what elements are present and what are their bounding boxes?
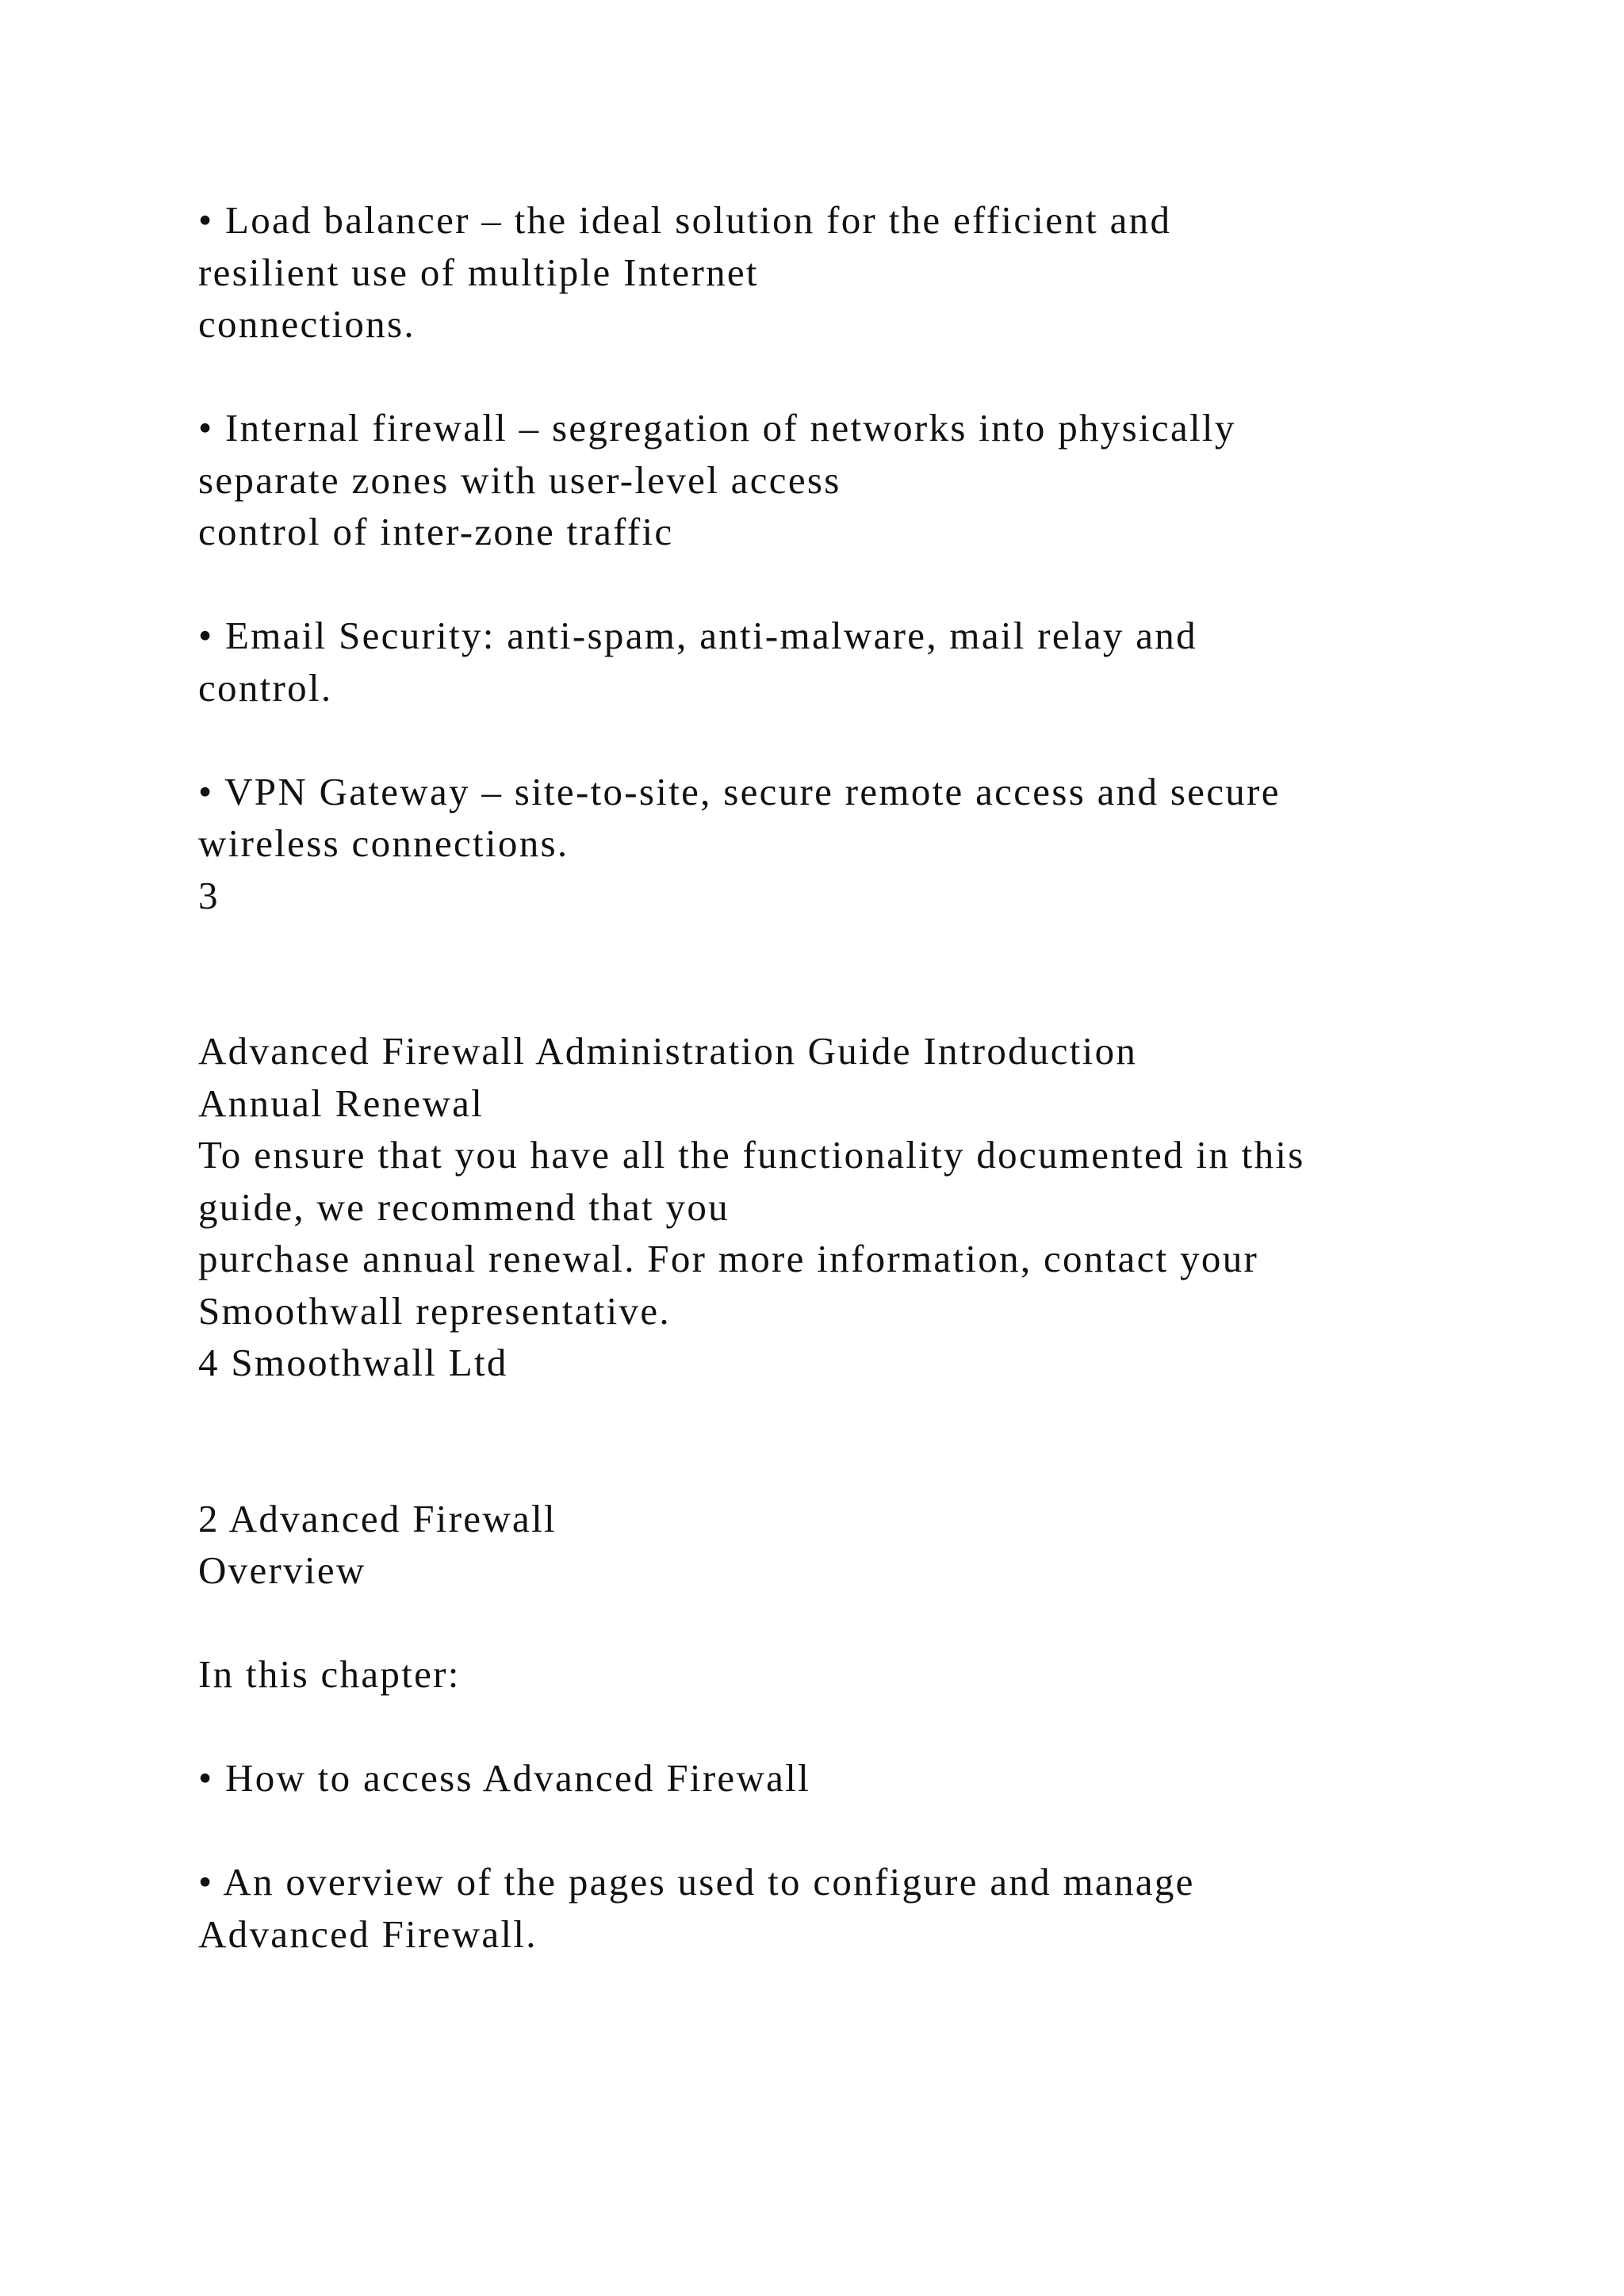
chapter-item	[198, 1856, 1546, 1960]
text-line: • VPN Gateway – site-to-site, secure remote access and secure	[198, 769, 1281, 813]
spacer	[198, 1701, 1546, 1753]
text-line: resilient use of multiple Internet	[198, 250, 759, 294]
text-line: control of inter-zone traffic	[198, 510, 674, 553]
spacer	[198, 1804, 1546, 1857]
running-header: Advanced Firewall Administration Guide Introduction	[198, 1029, 1138, 1073]
page-number: 3	[198, 873, 220, 917]
chapter-heading	[198, 1493, 1546, 1597]
text-line: guide, we recommend that you	[198, 1184, 730, 1229]
text-line: purchase annual renewal. For more information, contact your	[198, 1237, 1259, 1280]
text-line: • Internal firewall – segregation of networks into physically	[198, 406, 1236, 450]
text-line: • How to access Advanced Firewall	[198, 1756, 811, 1800]
chapter-title: 2 Advanced Firewall	[198, 1496, 557, 1540]
text-line: Smoothwall representative.	[198, 1288, 671, 1333]
text-line: • An overview of the pages used to configure and manage	[198, 1860, 1195, 1904]
spacer	[198, 1597, 1546, 1649]
text-line: connections.	[198, 302, 416, 346]
text-line: To ensure that you have all the functionality documented in this	[198, 1133, 1305, 1177]
section-heading: Annual Renewal	[198, 1081, 485, 1125]
bullet-load-balancer	[198, 194, 1546, 350]
text-line: • Email Security: anti-spam, anti-malware, mail relay and	[198, 614, 1197, 657]
page-break-gap	[198, 921, 1546, 1025]
chapter-item	[198, 1752, 1546, 1804]
page-content	[198, 194, 1546, 1960]
text-line: Advanced Firewall.	[198, 1911, 538, 1956]
page-break-gap	[198, 1389, 1546, 1493]
section-annual-renewal	[198, 1077, 1546, 1337]
bullet-internal-firewall	[198, 402, 1546, 558]
spacer	[198, 714, 1546, 766]
bullet-email-security	[198, 610, 1546, 714]
chapter-subtitle: Overview	[198, 1548, 366, 1592]
page-footer: 4 Smoothwall Ltd	[198, 1341, 508, 1384]
text-line: separate zones with user-level access	[198, 457, 841, 502]
text-line: wireless connections.	[198, 821, 569, 865]
spacer	[198, 350, 1546, 403]
chapter-intro: In this chapter:	[198, 1652, 461, 1696]
bullet-vpn-gateway	[198, 766, 1546, 870]
text-line: • Load balancer – the ideal solution for the efficient and	[198, 198, 1172, 242]
text-line: control.	[198, 665, 333, 710]
spacer	[198, 558, 1546, 610]
